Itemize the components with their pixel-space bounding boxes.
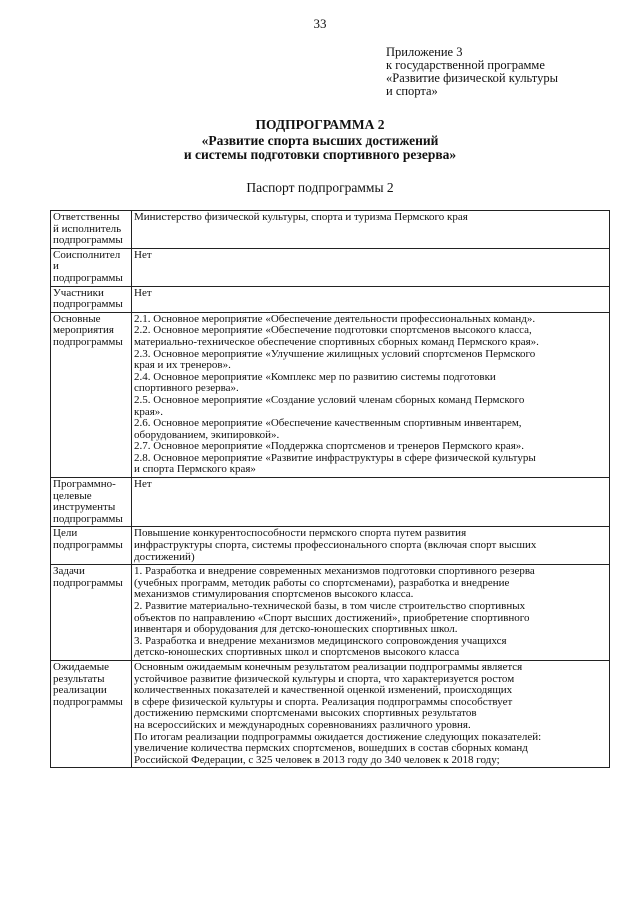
- row-value-line: Нет: [134, 286, 152, 299]
- row-label-line: Основные: [53, 312, 101, 325]
- row-value: [132, 660, 610, 767]
- row-label-line: й исполнитель: [53, 222, 122, 235]
- row-value-line: устойчивое развитие физической культуры и спорта, что характеризуется ростом: [134, 672, 515, 685]
- row-value-line: детско-юношеских спортивных школ и спортсменов высокого класса: [134, 646, 460, 659]
- row-label: [51, 312, 132, 477]
- row-value: [132, 527, 610, 565]
- row-value: [132, 248, 610, 286]
- table-row: [51, 527, 610, 565]
- passport-table-body: [51, 211, 610, 768]
- row-value-line: 2.2. Основное мероприятие «Обеспечение подготовки спортсменов высокого класса,: [134, 324, 532, 337]
- page-number: 33: [313, 16, 327, 31]
- appendix-line: «Развитие физической культуры: [386, 71, 558, 85]
- row-value-line: По итогам реализации подпрограммы ожидается достижение следующих показателей:: [134, 730, 542, 743]
- row-value: [132, 312, 610, 477]
- row-value-line: Нет: [134, 478, 152, 491]
- table-row: [51, 248, 610, 286]
- subtitle-line: и системы подготовки спортивного резерва»: [183, 147, 457, 162]
- row-value-line: инфраструктуры спорта, системы профессионального спорта (включая спорт высших: [134, 539, 537, 552]
- row-label-line: реализации: [53, 684, 107, 697]
- row-label-line: подпрограммы: [53, 298, 123, 311]
- row-value: [132, 286, 610, 312]
- row-value-line: материально-техническое обеспечение спортивных сборных команд Пермского края».: [134, 335, 539, 348]
- subprogram-title: ПОДПРОГРАММА 2: [255, 117, 385, 132]
- row-label-line: подпрограммы: [53, 271, 123, 284]
- row-value-line: количественных показателей и качественной оценкой изменений, происходящих: [134, 684, 513, 697]
- row-value: [132, 478, 610, 527]
- row-value-line: оборудованием, экипировкой».: [134, 428, 280, 441]
- row-value-line: 2.8. Основное мероприятие «Развитие инфраструктуры в сфере физической культуры: [134, 451, 536, 464]
- row-value-line: увеличение количества пермских спортсменов, вошедших в состав сборных команд: [134, 742, 528, 755]
- row-label: [51, 211, 132, 249]
- row-label: [51, 248, 132, 286]
- row-value-line: 2.6. Основное мероприятие «Обеспечение качественным спортивным инвентарем,: [134, 417, 522, 430]
- row-label-line: Задачи: [53, 565, 85, 578]
- row-label-line: инструменты: [53, 501, 116, 514]
- row-label-line: Соисполнител: [53, 248, 121, 261]
- row-value-line: 2.1. Основное мероприятие «Обеспечение деятельности профессиональных команд».: [134, 312, 536, 325]
- row-label-line: подпрограммы: [53, 335, 123, 348]
- row-value-line: края».: [134, 405, 164, 418]
- table-row: [51, 286, 610, 312]
- table-row: [51, 312, 610, 477]
- row-label-line: подпрограммы: [53, 234, 123, 247]
- passport-title: Паспорт подпрограммы 2: [246, 180, 394, 195]
- row-value-line: объектов по направлению «Спорт высших достижений», приобретение спортивного: [134, 611, 530, 624]
- appendix-note: [386, 46, 626, 98]
- table-row: [51, 565, 610, 661]
- row-value-line: 2.3. Основное мероприятие «Улучшение жилищных условий спортсменов Пермского: [134, 347, 536, 360]
- row-label-line: Программно-: [53, 478, 116, 491]
- row-value-line: на всероссийских и международных соревнованиях различного уровня.: [134, 718, 471, 731]
- row-label-line: результаты: [53, 672, 105, 685]
- row-value-line: 3. Разработка и внедрение механизмов медицинского сопровождения учащихся: [134, 634, 507, 647]
- row-label: [51, 660, 132, 767]
- row-label: [51, 478, 132, 527]
- row-label-line: целевые: [53, 489, 92, 502]
- row-label-line: мероприятия: [53, 324, 114, 337]
- subtitle-line: «Развитие спорта высших достижений: [201, 133, 439, 148]
- subprogram-subtitle: [0, 134, 640, 162]
- row-label: [51, 527, 132, 565]
- table-row: [51, 660, 610, 767]
- row-label-line: подпрограммы: [53, 512, 123, 525]
- passport-table: [50, 210, 610, 768]
- row-label-line: подпрограммы: [53, 695, 123, 708]
- row-value-line: 2.4. Основное мероприятие «Комплекс мер по развитию системы подготовки: [134, 370, 496, 383]
- row-label-line: Цели: [53, 527, 78, 540]
- row-value: [132, 565, 610, 661]
- row-value-line: инвентаря и оборудования для детско-юношеских спортивных школ.: [134, 623, 458, 636]
- row-value-line: и спорта Пермского края»: [134, 463, 256, 476]
- row-label-line: и: [53, 260, 59, 273]
- row-value-line: в сфере физической культуры и спорта. Реализация подпрограммы способствует: [134, 695, 513, 708]
- row-value-line: Министерство физической культуры, спорта и туризма Пермского края: [134, 211, 468, 223]
- row-value-line: 1. Разработка и внедрение современных механизмов подготовки спортивного резерва: [134, 565, 535, 578]
- row-value-line: Российской Федерации, с 325 человек в 2013 году до 340 человек к 2018 году;: [134, 753, 500, 766]
- row-value-line: Нет: [134, 248, 152, 261]
- row-label-line: Ответственны: [53, 211, 120, 223]
- row-value-line: Повышение конкурентоспособности пермского спорта путем развития: [134, 527, 467, 540]
- row-value-line: 2.5. Основное мероприятие «Создание условий членам сборных команд Пермского: [134, 393, 525, 406]
- row-value-line: края и их тренеров».: [134, 359, 231, 372]
- row-value-line: достижений): [134, 550, 195, 563]
- row-value-line: Основным ожидаемым конечным результатом реализации подпрограммы является: [134, 660, 523, 673]
- row-value-line: достижению пермскими спортсменами высоких спортивных результатов: [134, 707, 477, 720]
- row-value: [132, 211, 610, 249]
- row-label: [51, 565, 132, 661]
- row-value-line: механизмов стимулирования спортсменов высокого класса.: [134, 588, 414, 601]
- table-row: [51, 478, 610, 527]
- row-value-line: (учебных программ, методик работы со спортсменами), разработка и внедрение: [134, 576, 510, 589]
- row-value-line: спортивного резерва».: [134, 382, 239, 395]
- row-label-line: Участники: [53, 286, 104, 299]
- row-label-line: подпрограммы: [53, 576, 123, 589]
- appendix-line: к государственной программе: [386, 58, 545, 72]
- table-row: [51, 211, 610, 249]
- row-label-line: Ожидаемые: [53, 660, 110, 673]
- row-value-line: 2. Развитие материально-технической базы, в том числе строительство спортивных: [134, 600, 526, 612]
- row-label-line: подпрограммы: [53, 539, 123, 552]
- appendix-line: и спорта»: [386, 84, 438, 98]
- appendix-line: Приложение 3: [386, 45, 463, 59]
- row-label: [51, 286, 132, 312]
- row-value-line: 2.7. Основное мероприятие «Поддержка спортсменов и тренеров Пермского края».: [134, 440, 525, 453]
